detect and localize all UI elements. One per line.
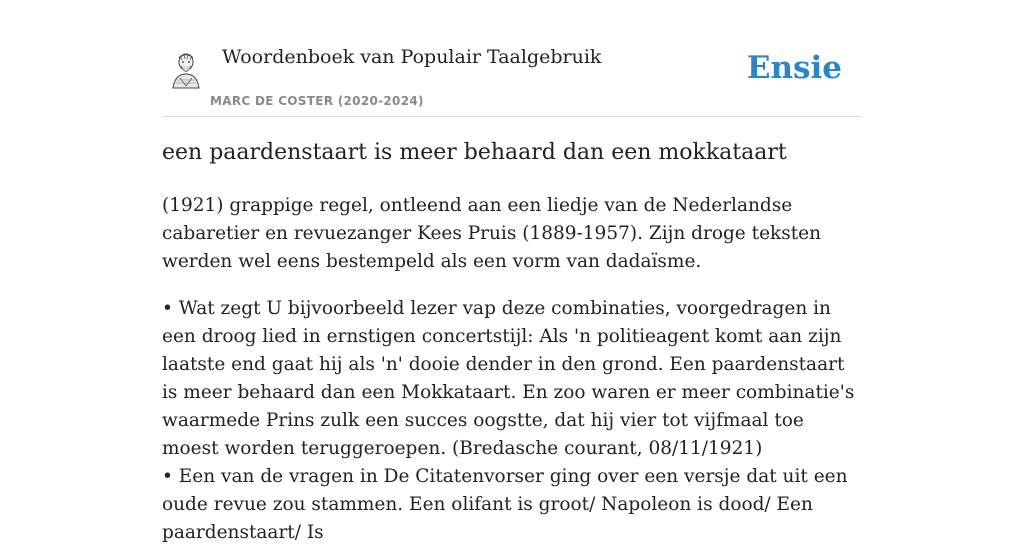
entry-body [162, 192, 862, 547]
entry-headword: een paardenstaart is meer behaard dan een mokkataart [162, 140, 787, 165]
dictionary-title[interactable]: Woordenboek van Populair Taalgebruik [222, 46, 602, 68]
dictionary-author: MARC DE COSTER (2020-2024) [210, 94, 424, 108]
author-portrait-icon[interactable] [170, 50, 202, 90]
dictionary-header [162, 0, 862, 117]
quote-paragraph: • Wat zegt U bijvoorbeeld lezer vap deze combinaties, voorgedragen in een droog lied in ernstigen concertstijl: Als 'n politieagent komt aan zijn laatste end gaat hij als 'n' dooie dender in den grond. Een paardenstaart is meer behaard dan een Mokkataart. En zoo waren er meer combinatie's waarmede Prins zulk een succes oogstte, dat hij vier tot vijfmaal toe moest worden teruggeroepen. (Bredasche courant, 08/11/1921) [162, 298, 855, 459]
quote-paragraph: • Een van de vragen in De Citatenvorser ging over een versje dat uit een oude revue zou stammen. Een olifant is groot/ Napoleon is dood/ Een paardenstaart/ Is [162, 466, 848, 543]
entry-definition: (1921) grappige regel, ontleend aan een liedje van de Nederlandse cabaretier en revuezanger Kees Pruis (1889-1957). Zijn droge teksten werden wel eens bestempeld als een vorm van dadaïsme. [162, 195, 822, 272]
entry-card [162, 0, 862, 543]
ensie-logo-link[interactable]: Ensie [746, 50, 842, 86]
